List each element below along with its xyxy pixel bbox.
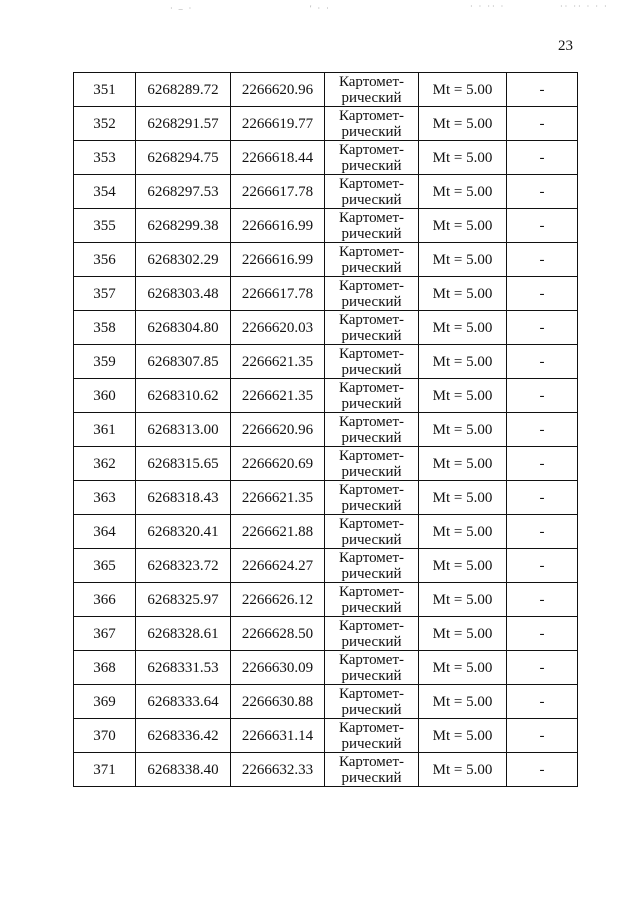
note-cell: - <box>507 447 578 481</box>
method-cell <box>325 617 419 651</box>
accuracy-cell: Mt = 5.00 <box>419 481 507 515</box>
y-coordinate-cell: 2266620.96 <box>231 413 325 447</box>
x-coordinate-cell: 6268336.42 <box>136 719 231 753</box>
method-text-line-1: Картомет- <box>338 413 405 430</box>
table-row <box>74 345 578 379</box>
method-text-line-2: рический <box>341 497 402 514</box>
y-coordinate-cell: 2266616.99 <box>231 209 325 243</box>
method-text-line-1: Картомет- <box>338 651 405 668</box>
method-cell <box>325 651 419 685</box>
y-coordinate-cell: 2266631.14 <box>231 719 325 753</box>
method-text-line-2: рический <box>341 531 402 548</box>
method-text-line-2: рический <box>341 225 402 242</box>
accuracy-cell: Mt = 5.00 <box>419 379 507 413</box>
x-coordinate-cell: 6268333.64 <box>136 685 231 719</box>
table-row <box>74 617 578 651</box>
accuracy-cell: Mt = 5.00 <box>419 651 507 685</box>
table-row <box>74 311 578 345</box>
method-text-line-2: рический <box>341 565 402 582</box>
table-row <box>74 719 578 753</box>
accuracy-cell: Mt = 5.00 <box>419 413 507 447</box>
note-cell: - <box>507 379 578 413</box>
point-number-cell: 364 <box>74 515 136 549</box>
method-text-line-2: рический <box>341 735 402 752</box>
method-text-line-2: рический <box>341 123 402 140</box>
point-number-cell: 355 <box>74 209 136 243</box>
method-text-line-1: Картомет- <box>338 277 405 294</box>
accuracy-cell: Mt = 5.00 <box>419 107 507 141</box>
point-number-cell: 352 <box>74 107 136 141</box>
y-coordinate-cell: 2266616.99 <box>231 243 325 277</box>
method-cell <box>325 685 419 719</box>
point-number-cell: 351 <box>74 73 136 107</box>
x-coordinate-cell: 6268338.40 <box>136 753 231 787</box>
method-text-line-2: рический <box>341 395 402 412</box>
method-text-line-2: рический <box>341 89 402 106</box>
x-coordinate-cell: 6268303.48 <box>136 277 231 311</box>
point-number-cell: 370 <box>74 719 136 753</box>
method-cell <box>325 175 419 209</box>
point-number-cell: 369 <box>74 685 136 719</box>
table-row <box>74 549 578 583</box>
method-text-line-1: Картомет- <box>338 243 405 260</box>
accuracy-cell: Mt = 5.00 <box>419 311 507 345</box>
x-coordinate-cell: 6268289.72 <box>136 73 231 107</box>
method-text-line-2: рический <box>341 327 402 344</box>
table-row <box>74 107 578 141</box>
table-row <box>74 141 578 175</box>
y-coordinate-cell: 2266619.77 <box>231 107 325 141</box>
method-text-line-2: рический <box>341 599 402 616</box>
note-cell: - <box>507 549 578 583</box>
y-coordinate-cell: 2266621.35 <box>231 481 325 515</box>
method-text-line-1: Картомет- <box>338 583 405 600</box>
method-text-line-1: Картомет- <box>338 515 405 532</box>
method-text-line-2: рический <box>341 157 402 174</box>
method-cell <box>325 515 419 549</box>
method-text-line-1: Картомет- <box>338 73 405 90</box>
point-number-cell: 361 <box>74 413 136 447</box>
x-coordinate-cell: 6268325.97 <box>136 583 231 617</box>
accuracy-cell: Mt = 5.00 <box>419 753 507 787</box>
x-coordinate-cell: 6268302.29 <box>136 243 231 277</box>
y-coordinate-cell: 2266630.09 <box>231 651 325 685</box>
point-number-cell: 357 <box>74 277 136 311</box>
accuracy-cell: Mt = 5.00 <box>419 685 507 719</box>
y-coordinate-cell: 2266621.35 <box>231 345 325 379</box>
method-text-line-1: Картомет- <box>338 753 405 770</box>
table-row <box>74 73 578 107</box>
note-cell: - <box>507 583 578 617</box>
point-number-cell: 356 <box>74 243 136 277</box>
point-number-cell: 362 <box>74 447 136 481</box>
x-coordinate-cell: 6268304.80 <box>136 311 231 345</box>
y-coordinate-cell: 2266630.88 <box>231 685 325 719</box>
accuracy-cell: Mt = 5.00 <box>419 175 507 209</box>
accuracy-cell: Mt = 5.00 <box>419 277 507 311</box>
x-coordinate-cell: 6268294.75 <box>136 141 231 175</box>
method-cell <box>325 311 419 345</box>
x-coordinate-cell: 6268291.57 <box>136 107 231 141</box>
accuracy-cell: Mt = 5.00 <box>419 617 507 651</box>
table-row <box>74 379 578 413</box>
method-cell <box>325 209 419 243</box>
x-coordinate-cell: 6268320.41 <box>136 515 231 549</box>
table-row <box>74 685 578 719</box>
method-text-line-2: рический <box>341 633 402 650</box>
note-cell: - <box>507 107 578 141</box>
accuracy-cell: Mt = 5.00 <box>419 141 507 175</box>
method-text-line-2: рический <box>341 293 402 310</box>
point-number-cell: 359 <box>74 345 136 379</box>
accuracy-cell: Mt = 5.00 <box>419 243 507 277</box>
table-row <box>74 753 578 787</box>
method-text-line-2: рический <box>341 191 402 208</box>
y-coordinate-cell: 2266621.35 <box>231 379 325 413</box>
y-coordinate-cell: 2266617.78 <box>231 175 325 209</box>
table-row <box>74 413 578 447</box>
method-text-line-2: рический <box>341 259 402 276</box>
x-coordinate-cell: 6268313.00 <box>136 413 231 447</box>
method-cell <box>325 413 419 447</box>
method-cell <box>325 141 419 175</box>
table-row <box>74 277 578 311</box>
method-cell <box>325 447 419 481</box>
accuracy-cell: Mt = 5.00 <box>419 209 507 243</box>
method-text-line-1: Картомет- <box>338 175 405 192</box>
table-row <box>74 447 578 481</box>
x-coordinate-cell: 6268307.85 <box>136 345 231 379</box>
note-cell: - <box>507 73 578 107</box>
method-cell <box>325 379 419 413</box>
note-cell: - <box>507 175 578 209</box>
method-cell <box>325 243 419 277</box>
method-cell <box>325 277 419 311</box>
table-row <box>74 515 578 549</box>
method-text-line-2: рический <box>341 429 402 446</box>
note-cell: - <box>507 243 578 277</box>
y-coordinate-cell: 2266617.78 <box>231 277 325 311</box>
x-coordinate-cell: 6268318.43 <box>136 481 231 515</box>
accuracy-cell: Mt = 5.00 <box>419 583 507 617</box>
y-coordinate-cell: 2266624.27 <box>231 549 325 583</box>
method-text-line-1: Картомет- <box>338 685 405 702</box>
method-text-line-1: Картомет- <box>338 141 405 158</box>
method-text-line-2: рический <box>341 361 402 378</box>
note-cell: - <box>507 651 578 685</box>
note-cell: - <box>507 141 578 175</box>
table-row <box>74 583 578 617</box>
note-cell: - <box>507 753 578 787</box>
method-text-line-1: Картомет- <box>338 617 405 634</box>
x-coordinate-cell: 6268310.62 <box>136 379 231 413</box>
point-number-cell: 360 <box>74 379 136 413</box>
point-number-cell: 365 <box>74 549 136 583</box>
x-coordinate-cell: 6268323.72 <box>136 549 231 583</box>
table-row <box>74 481 578 515</box>
y-coordinate-cell: 2266621.88 <box>231 515 325 549</box>
y-coordinate-cell: 2266620.03 <box>231 311 325 345</box>
method-text-line-2: рический <box>341 701 402 718</box>
x-coordinate-cell: 6268331.53 <box>136 651 231 685</box>
method-text-line-1: Картомет- <box>338 447 405 464</box>
table-row <box>74 243 578 277</box>
point-number-cell: 371 <box>74 753 136 787</box>
y-coordinate-cell: 2266632.33 <box>231 753 325 787</box>
y-coordinate-cell: 2266620.69 <box>231 447 325 481</box>
method-text-line-1: Картомет- <box>338 209 405 226</box>
note-cell: - <box>507 413 578 447</box>
accuracy-cell: Mt = 5.00 <box>419 549 507 583</box>
note-cell: - <box>507 277 578 311</box>
method-text-line-1: Картомет- <box>338 481 405 498</box>
accuracy-cell: Mt = 5.00 <box>419 345 507 379</box>
method-text-line-2: рический <box>341 769 402 786</box>
note-cell: - <box>507 209 578 243</box>
table-row <box>74 175 578 209</box>
method-text-line-1: Картомет- <box>338 107 405 124</box>
point-number-cell: 353 <box>74 141 136 175</box>
scan-header-artifact: · – · ' · · · · ·· · ·· ·· · · · <box>170 2 609 13</box>
note-cell: - <box>507 719 578 753</box>
x-coordinate-cell: 6268299.38 <box>136 209 231 243</box>
point-number-cell: 367 <box>74 617 136 651</box>
method-cell <box>325 753 419 787</box>
point-number-cell: 366 <box>74 583 136 617</box>
y-coordinate-cell: 2266620.96 <box>231 73 325 107</box>
method-cell <box>325 719 419 753</box>
table-row <box>74 651 578 685</box>
coordinates-table-body <box>74 73 578 787</box>
note-cell: - <box>507 311 578 345</box>
y-coordinate-cell: 2266628.50 <box>231 617 325 651</box>
method-cell <box>325 549 419 583</box>
accuracy-cell: Mt = 5.00 <box>419 515 507 549</box>
accuracy-cell: Mt = 5.00 <box>419 73 507 107</box>
note-cell: - <box>507 685 578 719</box>
coordinates-table <box>73 72 578 787</box>
point-number-cell: 358 <box>74 311 136 345</box>
note-cell: - <box>507 617 578 651</box>
note-cell: - <box>507 515 578 549</box>
accuracy-cell: Mt = 5.00 <box>419 447 507 481</box>
method-text-line-1: Картомет- <box>338 379 405 396</box>
method-cell <box>325 107 419 141</box>
x-coordinate-cell: 6268315.65 <box>136 447 231 481</box>
note-cell: - <box>507 345 578 379</box>
method-cell <box>325 73 419 107</box>
method-text-line-2: рический <box>341 463 402 480</box>
method-cell <box>325 583 419 617</box>
table-row <box>74 209 578 243</box>
page-number: 23 <box>558 38 573 54</box>
method-text-line-2: рический <box>341 667 402 684</box>
point-number-cell: 363 <box>74 481 136 515</box>
y-coordinate-cell: 2266626.12 <box>231 583 325 617</box>
method-cell <box>325 345 419 379</box>
point-number-cell: 368 <box>74 651 136 685</box>
x-coordinate-cell: 6268297.53 <box>136 175 231 209</box>
x-coordinate-cell: 6268328.61 <box>136 617 231 651</box>
method-cell <box>325 481 419 515</box>
point-number-cell: 354 <box>74 175 136 209</box>
accuracy-cell: Mt = 5.00 <box>419 719 507 753</box>
method-text-line-1: Картомет- <box>338 345 405 362</box>
method-text-line-1: Картомет- <box>338 311 405 328</box>
method-text-line-1: Картомет- <box>338 549 405 566</box>
y-coordinate-cell: 2266618.44 <box>231 141 325 175</box>
method-text-line-1: Картомет- <box>338 719 405 736</box>
note-cell: - <box>507 481 578 515</box>
